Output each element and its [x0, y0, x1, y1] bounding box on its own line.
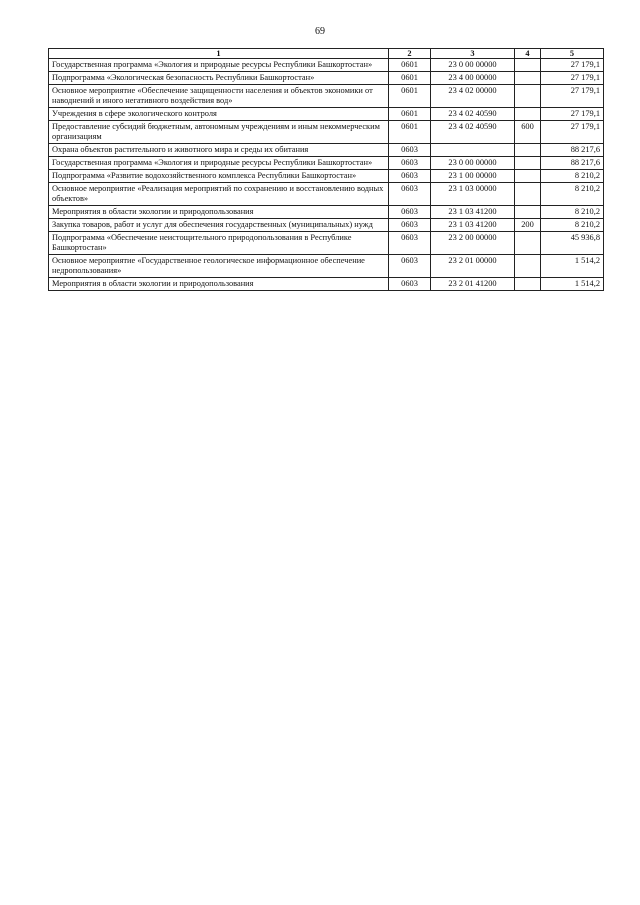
- cell-section: 0601: [389, 85, 431, 108]
- cell-expense-type: [515, 278, 541, 291]
- cell-target-article: 23 4 00 00000: [431, 72, 515, 85]
- cell-name: Государственная программа «Экология и природные ресурсы Республики Башкортостан»: [49, 157, 389, 170]
- table-row: [49, 121, 604, 144]
- cell-target-article: 23 2 00 00000: [431, 232, 515, 255]
- cell-expense-type: [515, 170, 541, 183]
- table-row: [49, 59, 604, 72]
- cell-target-article: 23 4 02 40590: [431, 108, 515, 121]
- budget-table: [48, 48, 604, 291]
- cell-section: 0603: [389, 278, 431, 291]
- cell-target-article: 23 4 02 40590: [431, 121, 515, 144]
- cell-name: Основное мероприятие «Реализация мероприятий по сохранению и восстановлению водных объектов»: [49, 183, 389, 206]
- cell-expense-type: [515, 255, 541, 278]
- cell-name: Основное мероприятие «Государственное геологическое информационное обеспечение недропользования»: [49, 255, 389, 278]
- cell-expense-type: [515, 72, 541, 85]
- cell-amount: 27 179,1: [541, 59, 604, 72]
- cell-target-article: 23 1 03 41200: [431, 219, 515, 232]
- cell-target-article: 23 2 01 00000: [431, 255, 515, 278]
- cell-name: Мероприятия в области экологии и природопользования: [49, 278, 389, 291]
- table-row: [49, 170, 604, 183]
- column-header-4: 4: [515, 49, 541, 59]
- cell-section: 0603: [389, 206, 431, 219]
- cell-expense-type: [515, 59, 541, 72]
- cell-name: Охрана объектов растительного и животного мира и среды их обитания: [49, 144, 389, 157]
- cell-expense-type: [515, 85, 541, 108]
- cell-expense-type: [515, 144, 541, 157]
- column-header-2: 2: [389, 49, 431, 59]
- cell-amount: 8 210,2: [541, 206, 604, 219]
- cell-section: 0601: [389, 59, 431, 72]
- cell-expense-type: 600: [515, 121, 541, 144]
- cell-amount: 8 210,2: [541, 219, 604, 232]
- table-row: [49, 108, 604, 121]
- cell-section: 0601: [389, 121, 431, 144]
- cell-amount: 27 179,1: [541, 121, 604, 144]
- table-row: [49, 85, 604, 108]
- cell-expense-type: [515, 183, 541, 206]
- table-body: [49, 59, 604, 291]
- cell-target-article: 23 1 00 00000: [431, 170, 515, 183]
- cell-target-article: [431, 144, 515, 157]
- table-row: [49, 219, 604, 232]
- cell-target-article: 23 1 03 41200: [431, 206, 515, 219]
- cell-name: Подпрограмма «Развитие водохозяйственного комплекса Республики Башкортостан»: [49, 170, 389, 183]
- cell-amount: 88 217,6: [541, 144, 604, 157]
- cell-name: Предоставление субсидий бюджетным, автономным учреждениям и иным некоммерческим организациям: [49, 121, 389, 144]
- cell-section: 0603: [389, 232, 431, 255]
- table-row: [49, 232, 604, 255]
- cell-amount: 8 210,2: [541, 170, 604, 183]
- cell-expense-type: [515, 108, 541, 121]
- column-header-5: 5: [541, 49, 604, 59]
- cell-target-article: 23 0 00 00000: [431, 157, 515, 170]
- cell-section: 0603: [389, 219, 431, 232]
- cell-section: 0603: [389, 157, 431, 170]
- cell-expense-type: 200: [515, 219, 541, 232]
- cell-amount: 8 210,2: [541, 183, 604, 206]
- cell-name: Мероприятия в области экологии и природопользования: [49, 206, 389, 219]
- cell-target-article: 23 1 03 00000: [431, 183, 515, 206]
- cell-name: Основное мероприятие «Обеспечение защищенности населения и объектов экономики от наводнений и иного негативного воздействия вод»: [49, 85, 389, 108]
- table-header-row: [49, 49, 604, 59]
- page-number: 69: [315, 26, 325, 37]
- cell-name: Закупка товаров, работ и услуг для обеспечения государственных (муниципальных) нужд: [49, 219, 389, 232]
- cell-name: Подпрограмма «Экологическая безопасность Республики Башкортостан»: [49, 72, 389, 85]
- cell-target-article: 23 0 00 00000: [431, 59, 515, 72]
- cell-amount: 1 514,2: [541, 278, 604, 291]
- cell-section: 0603: [389, 183, 431, 206]
- table-row: [49, 206, 604, 219]
- cell-section: 0603: [389, 170, 431, 183]
- column-header-1: 1: [49, 49, 389, 59]
- cell-amount: 88 217,6: [541, 157, 604, 170]
- cell-amount: 27 179,1: [541, 72, 604, 85]
- table-row: [49, 157, 604, 170]
- cell-expense-type: [515, 232, 541, 255]
- cell-amount: 45 936,8: [541, 232, 604, 255]
- column-header-3: 3: [431, 49, 515, 59]
- cell-amount: 27 179,1: [541, 108, 604, 121]
- table-row: [49, 72, 604, 85]
- table-row: [49, 144, 604, 157]
- table-row: [49, 183, 604, 206]
- cell-expense-type: [515, 206, 541, 219]
- cell-target-article: 23 2 01 41200: [431, 278, 515, 291]
- table-row: [49, 255, 604, 278]
- cell-section: 0601: [389, 72, 431, 85]
- cell-amount: 27 179,1: [541, 85, 604, 108]
- cell-section: 0601: [389, 108, 431, 121]
- cell-expense-type: [515, 157, 541, 170]
- cell-section: 0603: [389, 144, 431, 157]
- cell-name: Государственная программа «Экология и природные ресурсы Республики Башкортостан»: [49, 59, 389, 72]
- table-row: [49, 278, 604, 291]
- cell-section: 0603: [389, 255, 431, 278]
- cell-name: Подпрограмма «Обеспечение неистощительного природопользования в Республике Башкортостан»: [49, 232, 389, 255]
- cell-target-article: 23 4 02 00000: [431, 85, 515, 108]
- cell-name: Учреждения в сфере экологического контроля: [49, 108, 389, 121]
- cell-amount: 1 514,2: [541, 255, 604, 278]
